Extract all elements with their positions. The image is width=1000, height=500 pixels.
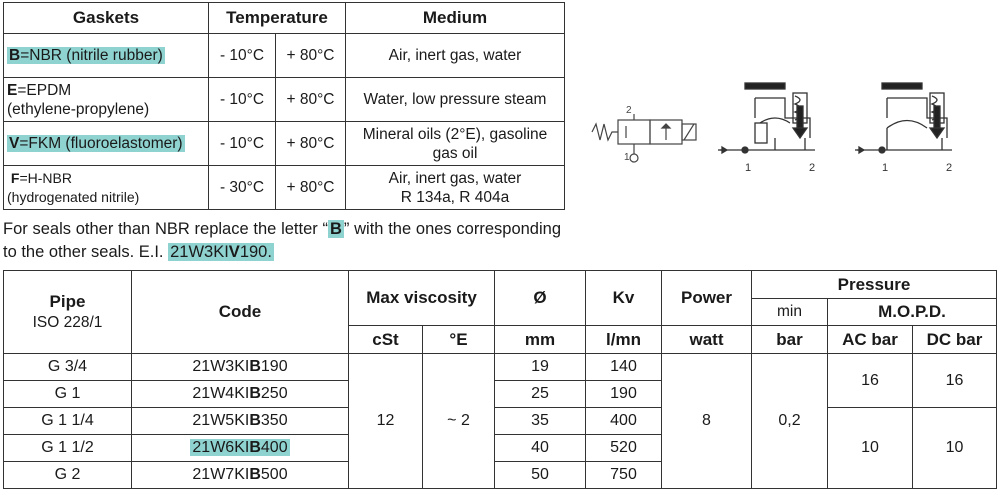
temp-max: + 80°C [276,166,346,210]
gasket-name: E=EPDM (ethylene-propylene) [4,78,209,122]
pipe-cell: G 1 [4,381,132,408]
svg-text:1: 1 [745,162,752,174]
gasket-row [4,78,565,122]
temp-min: - 30°C [209,166,276,210]
diameter-cell: 19 [495,354,586,381]
diameter-cell: 40 [495,435,586,462]
code-cell: 21W3KIB190 [132,354,349,381]
gasket-name: B=NBR (nitrile rubber) [4,34,209,78]
temp-min: - 10°C [209,34,276,78]
code-cell: 21W7KIB500 [132,462,349,489]
degE-value: ~ 2 [423,354,495,489]
valve-open-diagram-icon [852,78,972,178]
svg-text:2: 2 [626,105,632,116]
degE-header: °E [423,326,495,354]
pressure-header: Pressure [752,271,997,299]
ac-value-low: 10 [828,408,913,489]
valve-symbol-icon [590,100,700,170]
diameter-cell: 35 [495,408,586,435]
pipe-cell: G 2 [4,462,132,489]
cst-value: 12 [349,354,423,489]
gasket-name: V=FKM (fluoroelastomer) [4,122,209,166]
cst-header: cSt [349,326,423,354]
medium-cell: Water, low pressure steam [346,78,565,122]
medium-cell: Mineral oils (2°E), gasoline gas oil [346,122,565,166]
code-cell: 21W6KIB400 [132,435,349,462]
svg-text:1: 1 [882,162,889,174]
pipe-header: Pipe ISO 228/1 [4,271,132,354]
diameter-unit: mm [495,326,586,354]
power-header: Power [662,271,752,326]
pipe-cell: G 1 1/2 [4,435,132,462]
pipe-cell: G 1 1/4 [4,408,132,435]
medium-cell: Air, inert gas, water R 134a, R 404a [346,166,565,210]
kv-cell: 750 [586,462,662,489]
svg-text:1: 1 [624,152,630,163]
gaskets-table [3,2,565,210]
medium-cell: Air, inert gas, water [346,34,565,78]
power-value: 8 [662,354,752,489]
valve-closed-diagram-icon [715,78,835,178]
seal-note: For seals other than NBR replace the letter “ B ” with the ones corresponding to the other seals. E.I. 21W3KIV190. [3,220,561,261]
gaskets-header: Gaskets [4,3,209,34]
min-pressure-value: 0,2 [752,354,828,489]
temperature-header: Temperature [209,3,346,34]
dc-value-low: 10 [913,408,997,489]
dc-header: DC bar [913,326,997,354]
code-cell: 21W5KIB350 [132,408,349,435]
code-header: Code [132,271,349,354]
kv-unit: l/mn [586,326,662,354]
svg-text:2: 2 [809,162,816,174]
diameter-cell: 50 [495,462,586,489]
gasket-row [4,122,565,166]
dc-value-high: 16 [913,354,997,408]
temp-max: + 80°C [276,122,346,166]
gasket-row [4,166,565,210]
diameter-header: Ø [495,271,586,326]
temp-min: - 10°C [209,122,276,166]
min-unit: bar [752,326,828,354]
valve-codes-table [3,270,997,489]
code-cell: 21W4KIB250 [132,381,349,408]
temp-min: - 10°C [209,78,276,122]
kv-cell: 190 [586,381,662,408]
mopd-header: M.O.P.D. [828,299,997,326]
kv-cell: 400 [586,408,662,435]
table-row [4,408,997,435]
gasket-name: F=H-NBR (hydrogenated nitrile) [4,166,209,210]
diameter-cell: 25 [495,381,586,408]
kv-cell: 140 [586,354,662,381]
temp-max: + 80°C [276,34,346,78]
kv-header: Kv [586,271,662,326]
gasket-row [4,34,565,78]
power-unit: watt [662,326,752,354]
ac-header: AC bar [828,326,913,354]
min-header: min [752,299,828,326]
viscosity-header: Max viscosity [349,271,495,326]
temp-max: + 80°C [276,78,346,122]
medium-header: Medium [346,3,565,34]
table-row [4,354,997,381]
kv-cell: 520 [586,435,662,462]
svg-text:2: 2 [946,162,953,174]
ac-value-high: 16 [828,354,913,408]
pipe-cell: G 3/4 [4,354,132,381]
